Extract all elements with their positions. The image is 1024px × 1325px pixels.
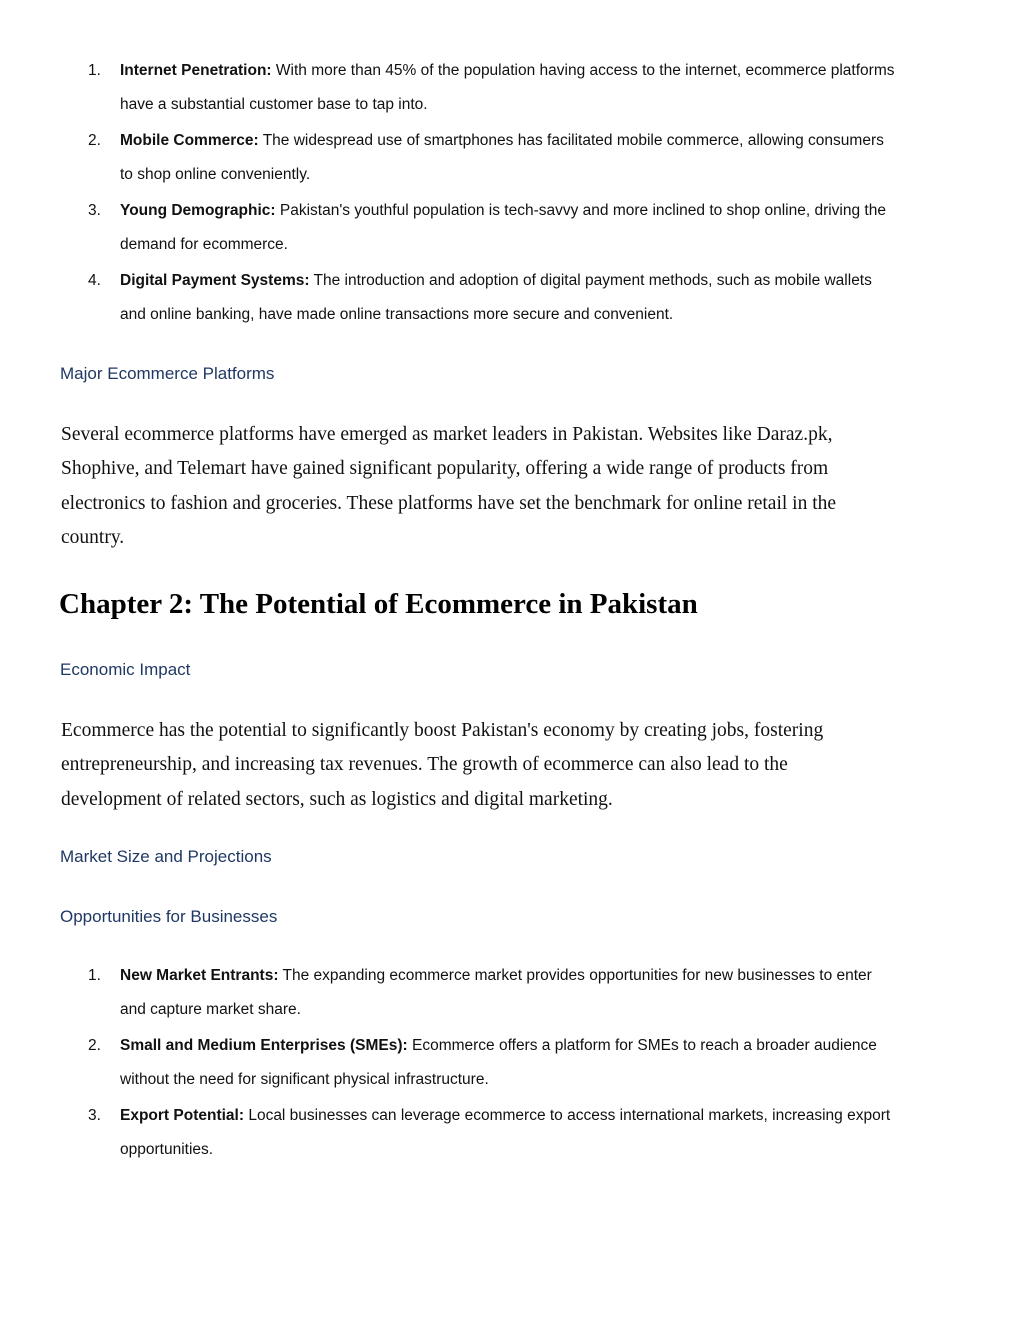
list-text: Local businesses can leverage ecommerce to access international markets, increasing export opportunities. bbox=[120, 1107, 891, 1158]
paragraph-economic-impact: Ecommerce has the potential to significantly boost Pakistan's economy by creating jobs, fostering entrepreneurship, and increasing tax revenues. The growth of ecommerce can also lead to the development of related sectors, such as logistics and digital marketing. bbox=[61, 720, 824, 810]
list-number: 1. bbox=[88, 62, 101, 79]
list-text: Ecommerce offers a platform for SMEs to reach a broader audience without the need for significant physical infrastructure. bbox=[120, 1037, 877, 1088]
list-number: 2. bbox=[88, 1037, 101, 1054]
section-heading-opportunities: Opportunities for Businesses bbox=[60, 907, 278, 926]
chapter-title: Chapter 2: The Potential of Ecommerce in Pakistan bbox=[59, 588, 698, 620]
list-number: 4. bbox=[88, 272, 101, 289]
list-term: Mobile Commerce: bbox=[120, 132, 259, 149]
list-term: Digital Payment Systems: bbox=[120, 272, 310, 289]
factors-list bbox=[0, 54, 1024, 334]
list-term: New Market Entrants: bbox=[120, 967, 279, 984]
opportunities-list bbox=[0, 959, 1024, 1169]
section-heading-market-size: Market Size and Projections bbox=[60, 847, 272, 866]
list-item bbox=[0, 54, 900, 124]
list-text: The introduction and adoption of digital payment methods, such as mobile wallets and online banking, have made online transactions more secure and convenient. bbox=[120, 272, 872, 323]
list-number: 3. bbox=[88, 202, 101, 219]
list-text: The expanding ecommerce market provides opportunities for new businesses to enter and capture market share. bbox=[120, 967, 872, 1018]
section-heading-major-platforms: Major Ecommerce Platforms bbox=[60, 364, 275, 383]
list-text: Pakistan's youthful population is tech-savvy and more inclined to shop online, driving the demand for ecommerce. bbox=[120, 202, 886, 253]
list-term: Export Potential: bbox=[120, 1107, 245, 1124]
list-term: Young Demographic: bbox=[120, 202, 276, 219]
section-heading-economic-impact: Economic Impact bbox=[60, 660, 191, 679]
list-term: Small and Medium Enterprises (SMEs): bbox=[120, 1037, 408, 1054]
list-item bbox=[0, 194, 900, 264]
paragraph-major-platforms: Several ecommerce platforms have emerged as market leaders in Pakistan. Websites like Daraz.pk, Shophive, and Telemart have gained significant popularity, offering a wide range of products from electronics to fashion and groceries. These platforms have set the benchmark for online retail in the country. bbox=[61, 424, 837, 548]
list-number: 3. bbox=[88, 1107, 101, 1124]
list-item bbox=[0, 1099, 900, 1169]
list-item bbox=[0, 1029, 900, 1099]
list-text: With more than 45% of the population having access to the internet, ecommerce platforms have a substantial customer base to tap into. bbox=[120, 62, 895, 113]
list-term: Internet Penetration: bbox=[120, 62, 272, 79]
list-item bbox=[0, 264, 900, 334]
list-number: 2. bbox=[88, 132, 101, 149]
list-text: The widespread use of smartphones has facilitated mobile commerce, allowing consumers to shop online conveniently. bbox=[120, 132, 884, 183]
list-item bbox=[0, 959, 900, 1029]
list-item bbox=[0, 124, 900, 194]
list-number: 1. bbox=[88, 967, 101, 984]
